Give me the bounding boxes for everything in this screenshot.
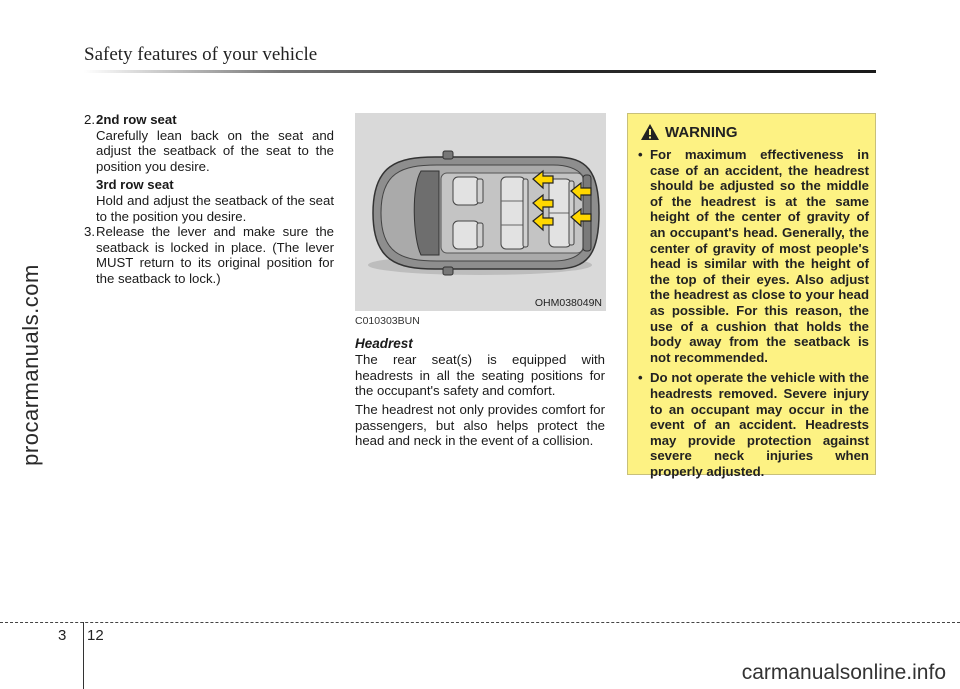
side-watermark: procarmanuals.com xyxy=(18,264,43,466)
item-text: Carefully lean back on the seat and adjust the seatback of the seat to the position you desire. xyxy=(96,127,334,174)
warning-box xyxy=(627,113,876,479)
warning-list xyxy=(638,147,869,484)
section-code: C010303BUN xyxy=(355,315,420,327)
list-number: 2. xyxy=(84,112,95,127)
header-rule xyxy=(84,70,876,73)
page-header-title: Safety features of your vehicle xyxy=(84,44,318,65)
section-title: Headrest xyxy=(355,335,413,351)
footer-rule xyxy=(0,622,960,623)
item-text: Release the lever and make sure the seatback is locked in place. (The lever MUST return to its original position for the seatback to lock.) xyxy=(96,224,334,286)
page-section-number: 3 xyxy=(58,627,67,644)
paragraph: The headrest not only provides comfort for passengers, but also helps protect the head and neck in the event of a collision. xyxy=(355,401,605,449)
warning-item xyxy=(638,370,869,479)
list-item-2 xyxy=(84,112,334,128)
warning-title: WARNING xyxy=(665,124,738,141)
footer-divider xyxy=(83,622,84,689)
figure-code: OHM038049N xyxy=(534,297,602,309)
item-title: 2nd row seat xyxy=(96,112,177,127)
left-column xyxy=(84,112,334,287)
vehicle-top-view-image xyxy=(355,113,606,311)
list-number: 3. xyxy=(84,224,95,240)
warning-text: Do not operate the vehicle with the headrests removed. Severe injury to an occupant may occur in the event of an accident. Headrests may provide protection against severe neck injuries when properly adjusted. xyxy=(650,370,869,479)
warning-triangle-icon xyxy=(640,123,660,141)
vehicle-headrest-figure xyxy=(355,113,606,311)
bullet: • xyxy=(638,147,643,162)
warning-item xyxy=(638,147,869,365)
paragraph: The rear seat(s) is equipped with headrests in all the seating positions for the occupant's safety and comfort. xyxy=(355,352,605,399)
page-number: 12 xyxy=(87,627,104,644)
sub-title: 3rd row seat xyxy=(96,177,174,193)
bullet: • xyxy=(638,370,643,386)
warning-text: For maximum effectiveness in case of an accident, the headrest should be adjusted so the middle of the headrest is at the same height of the center of gravity of an occupant's head. Generally, the center of gravity of most people's head is similar with the height of the top of their eyes. Also adjust the headrest as close to your head as possible. For this reason, the use of a cushion that holds the body away from the seatback is not recommended. xyxy=(650,147,869,365)
list-item-3 xyxy=(84,224,334,286)
middle-column xyxy=(355,314,605,449)
sub-text: Hold and adjust the seatback of the seat to the position you desire. xyxy=(96,192,334,224)
bottom-watermark: carmanualsonline.info xyxy=(741,661,946,684)
